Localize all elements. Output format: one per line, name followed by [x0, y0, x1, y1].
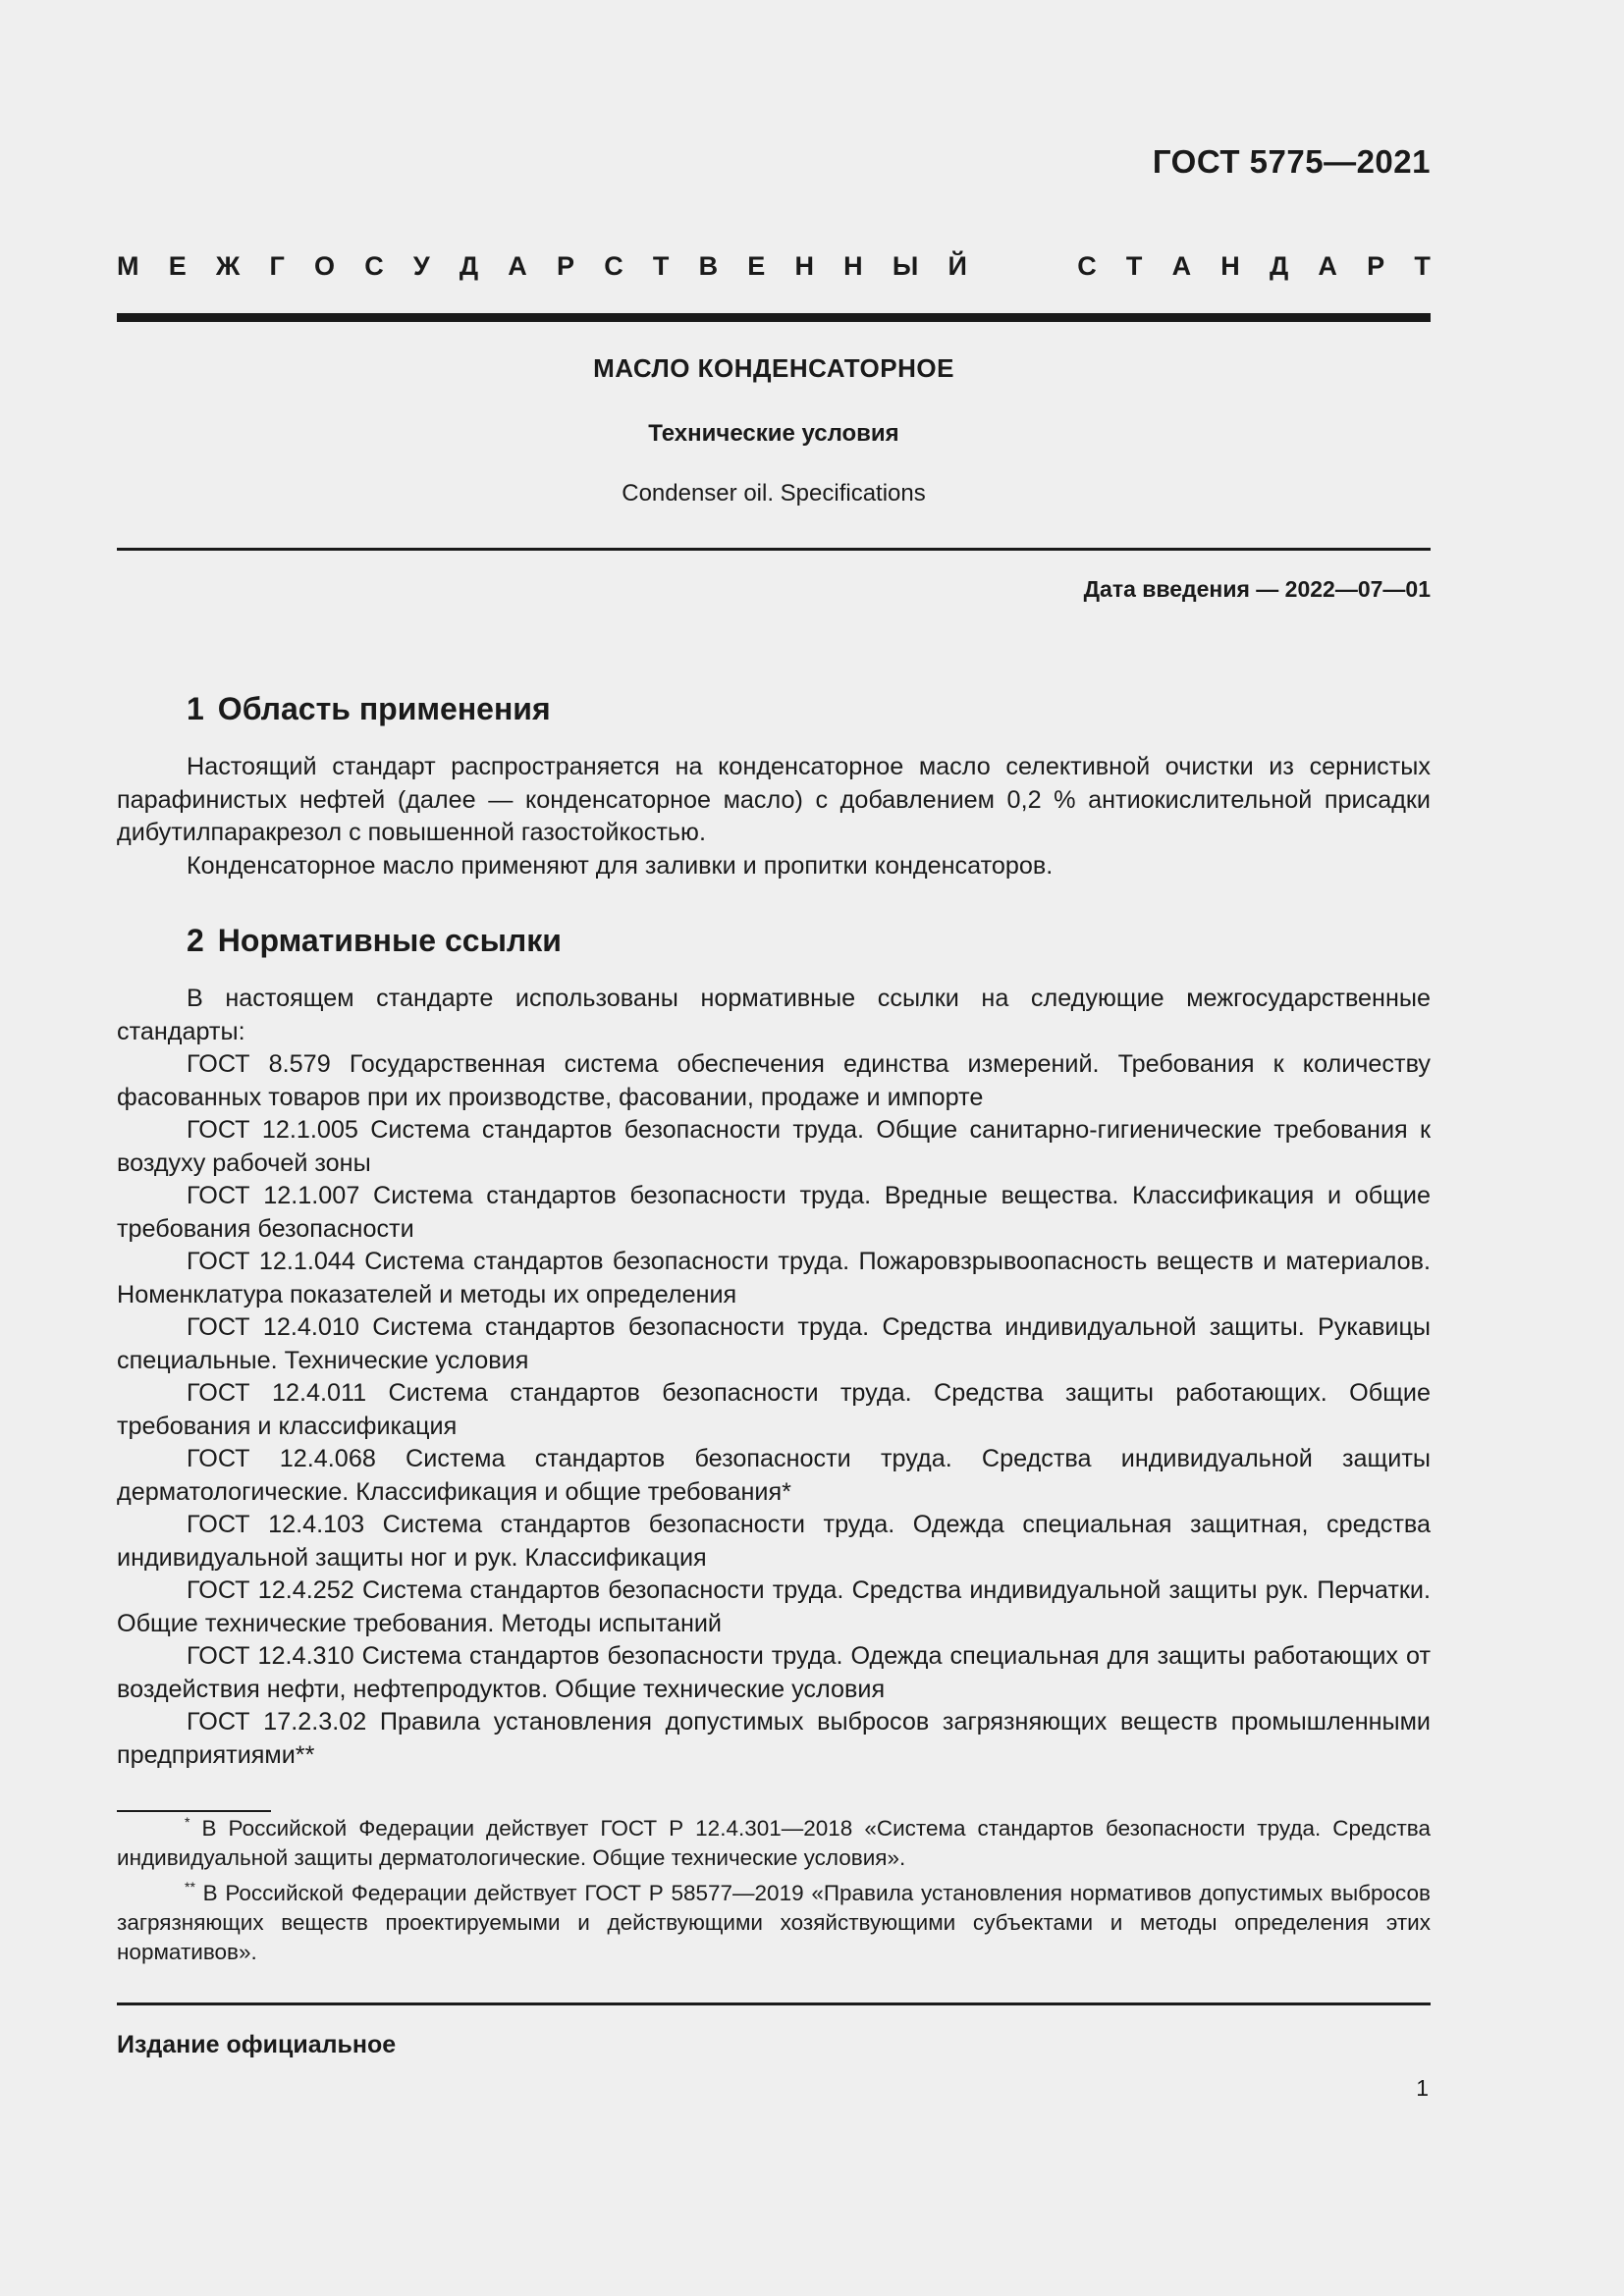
header-thick-rule: [117, 313, 1431, 322]
banner-letter: Р: [556, 251, 574, 281]
section-heading: [117, 691, 1431, 727]
section-title: Область применения: [217, 691, 551, 726]
banner-letter: У: [412, 251, 430, 281]
reference-item: ГОСТ 12.1.044 Система стандартов безопасности труда. Пожаровзрывоопасность веществ и материалов. Номенклатура показателей и методы их определения: [117, 1248, 1431, 1308]
footnote-text: В Российской Федерации действует ГОСТ Р 12.4.301—2018 «Система стандартов безопасности труда. Средства индивидуальной защиты дерматологические. Общие технические условия».: [117, 1816, 1431, 1870]
banner-letter: Т: [652, 251, 670, 281]
banner-letter: А: [508, 251, 527, 281]
document-title: МАСЛО КОНДЕНСАТОРНОЕ: [593, 353, 954, 383]
section-2-body: [117, 983, 1431, 1772]
banner-letter: Р: [1367, 251, 1385, 281]
reference-item: ГОСТ 12.4.010 Система стандартов безопасности труда. Средства индивидуальной защиты. Рукавицы специальные. Технические условия: [117, 1313, 1431, 1374]
banner-letter: Н: [843, 251, 863, 281]
banner-letter: А: [1171, 251, 1192, 281]
gost-number: ГОСТ 5775—2021: [1152, 143, 1431, 180]
reference-item: ГОСТ 12.4.252 Система стандартов безопасности труда. Средства индивидуальной защиты рук. Перчатки. Общие технические требования. Методы испытаний: [117, 1576, 1431, 1637]
reference-item: ГОСТ 12.4.310 Система стандартов безопасности труда. Одежда специальная для защиты работающих от воздействия нефти, нефтепродуктов. Общие технические условия: [117, 1642, 1431, 1703]
official-edition-label: Издание официальное: [117, 2031, 397, 2058]
banner-letter: С: [364, 251, 384, 281]
english-title: Condenser oil. Specifications: [622, 480, 926, 507]
footnotes: [117, 1814, 1431, 1973]
reference-item: ГОСТ 12.1.007 Система стандартов безопасности труда. Вредные вещества. Классификация и общие требования безопасности: [117, 1182, 1431, 1243]
title-rule: [117, 548, 1431, 551]
document-subtitle: Технические условия: [648, 420, 899, 447]
footnote: [117, 1879, 1431, 1967]
reference-item: ГОСТ 12.1.005 Система стандартов безопасности труда. Общие санитарно-гигиенические требования к воздуху рабочей зоны: [117, 1116, 1431, 1177]
reference-item: ГОСТ 8.579 Государственная система обеспечения единства измерений. Требования к количеству фасованных товаров при их производстве, фасовании, продаже и импорте: [117, 1050, 1431, 1111]
banner-letter: Ж: [215, 251, 241, 281]
footnote-mark: **: [185, 1879, 195, 1895]
banner-letter: Ы: [892, 251, 919, 281]
section-1-body: [117, 751, 1431, 882]
banner-letter: Й: [947, 251, 967, 281]
banner-letter: А: [1318, 251, 1337, 281]
section-number: 1: [187, 691, 204, 726]
banner-letter: Г: [269, 251, 285, 281]
paragraph: Конденсаторное масло применяют для заливки и пропитки конденсаторов.: [187, 851, 1054, 880]
banner-letter: Е: [747, 251, 766, 281]
section-title: Нормативные ссылки: [217, 923, 562, 958]
footer-rule: [117, 2002, 1431, 2005]
footnote-separator: [117, 1810, 271, 1812]
banner-letter: Т: [1414, 251, 1431, 281]
paragraph: В настоящем стандарте использованы нормативные ссылки на следующие межгосударственные стандарты:: [117, 985, 1431, 1045]
banner-letter: С: [1077, 251, 1097, 281]
section-heading: [117, 923, 1431, 959]
banner-word-gap: [997, 251, 1048, 282]
banner-letter: Т: [1125, 251, 1143, 281]
reference-item: ГОСТ 17.2.3.02 Правила установления допустимых выбросов загрязняющих веществ промышленными предприятиями**: [117, 1708, 1431, 1769]
banner-letter: О: [313, 251, 335, 281]
introduction-date: Дата введения — 2022—07—01: [1083, 576, 1431, 602]
reference-item: ГОСТ 12.4.103 Система стандартов безопасности труда. Одежда специальная защитная, средства индивидуальной защиты ног и рук. Классификация: [117, 1511, 1431, 1572]
paragraph: Настоящий стандарт распространяется на конденсаторное масло селективной очистки из сернистых парафинистых нефтей (далее — конденсаторное масло) с добавлением 0,2 % антиокислительной присадки дибутилпаракрезол с повышенной газостойкостью.: [117, 753, 1431, 846]
banner-letter: Е: [168, 251, 187, 281]
interstate-standard-banner: [117, 251, 1431, 282]
banner-letter: Д: [459, 251, 479, 281]
banner-letter: Н: [1220, 251, 1240, 281]
page-number: 1: [1416, 2075, 1429, 2101]
banner-letter: С: [604, 251, 623, 281]
section-1-heading: [117, 691, 1431, 727]
footnote: [117, 1814, 1431, 1873]
banner-letter: Н: [794, 251, 814, 281]
section-number: 2: [187, 923, 204, 958]
footnote-mark: *: [185, 1814, 190, 1830]
section-2-heading: [117, 923, 1431, 959]
banner-letter: В: [698, 251, 719, 281]
reference-item: ГОСТ 12.4.011 Система стандартов безопасности труда. Средства защиты работающих. Общие требования и классификация: [117, 1379, 1431, 1440]
banner-letter: Д: [1269, 251, 1289, 281]
banner-letter: М: [117, 251, 139, 281]
reference-item: ГОСТ 12.4.068 Система стандартов безопасности труда. Средства индивидуальной защиты дерматологические. Классификация и общие требования*: [117, 1445, 1431, 1506]
footnote-text: В Российской Федерации действует ГОСТ Р 58577—2019 «Правила установления нормативов допустимых выбросов загрязняющих веществ проектируемыми и действующими хозяйствующими субъектами и методы определения этих нормативов».: [117, 1881, 1431, 1964]
